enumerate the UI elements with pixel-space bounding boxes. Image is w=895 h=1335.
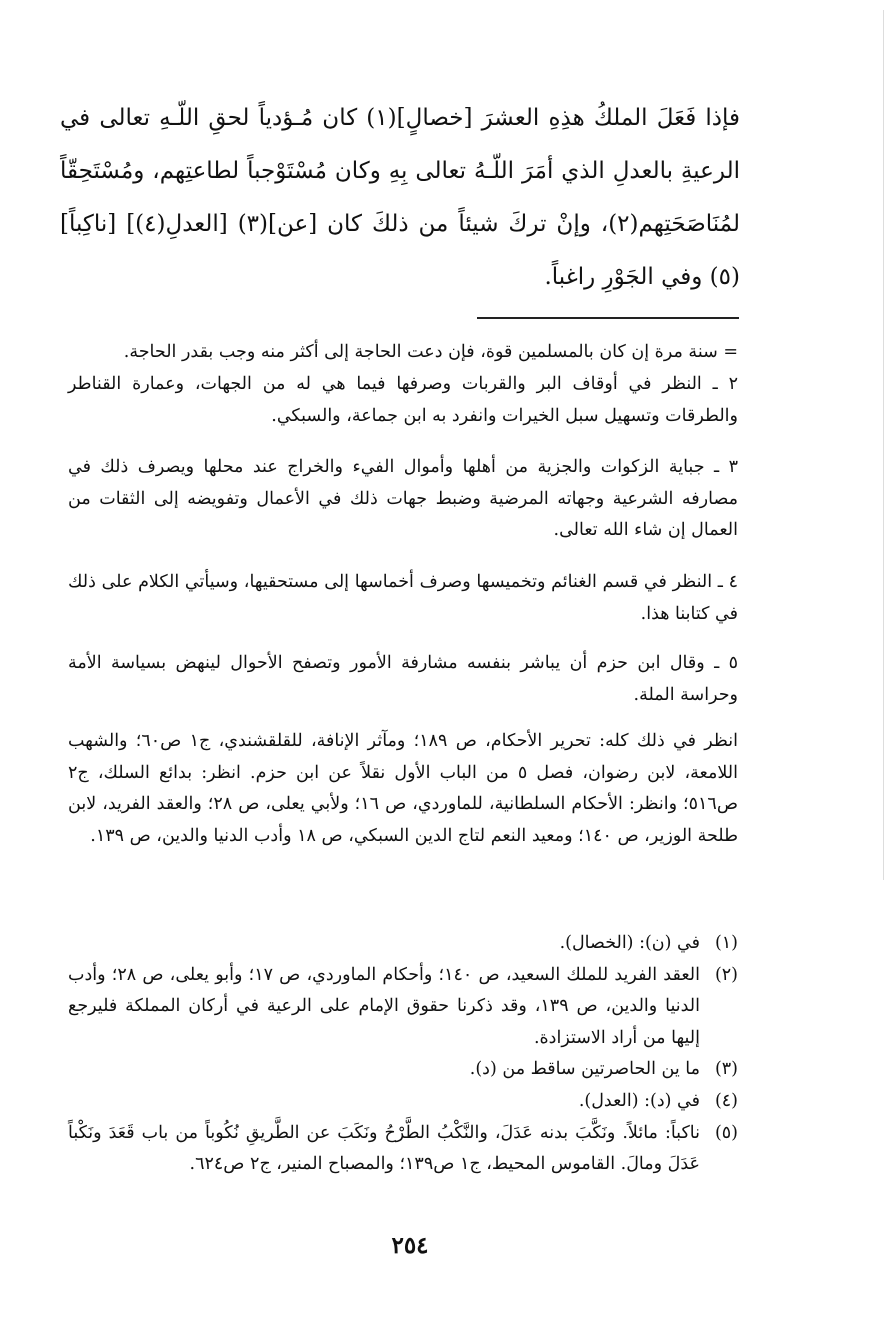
references-paragraph: انظر في ذلك كله: تحرير الأحكام، ص ١٨٩؛ ومآثر الإنافة، للقلقشندي، ج١ ص٦٠؛ والشهب اللامعة، لابن رضوان، فصل ٥ من الباب الأول نقلاً عن ابن حزم. انظر: بدائع السلك، ج٢ ص٥١٦؛ وانظر: الأحكام السلطانية، للماوردي، ص ١٦؛ ولأبي يعلى، ص ٢٨؛ والعقد الفريد، لابن طلحة الوزير، ص ١٤٠؛ ومعيد النعم لتاج الدين السبكي، ص ١٨ وأدب الدنيا والدين، ص ١٣٩.	[68, 731, 738, 846]
footnote-number: (٢)	[714, 964, 738, 985]
footnote-text: ما ين الحاصرتين ساقط من (د).	[469, 1059, 700, 1080]
commentary-item: ٥ ـ وقال ابن حزم أن يباشر بنفسه مشارفة الأمور وتصفح الأحوال لينهض بسياسة الأمة وحراسة الملة.	[68, 653, 738, 705]
footnote	[68, 1086, 738, 1118]
footnote	[68, 1054, 738, 1086]
commentary-item: ٢ ـ النظر في أوقاف البر والقربات وصرفها فيما هي له من الجهات، وعمارة القناطر والطرقات وتسهيل سبل الخيرات وانفرد به ابن جماعة، والسبكي.	[68, 374, 738, 426]
commentary-item: ٣ ـ جباية الزكوات والجزية من أهلها وأموال الفيء والخراج عند محلها ويصرف ذلك في مصارفه الشرعية وجهاته المرضية وضبط جهات ذلك في الأعمال وتفويضه إلى الثقات من العمال إن شاء الله تعالى.	[68, 457, 738, 541]
page-number: ٢٥٤	[391, 1232, 429, 1259]
commentary-line: = سنة مرة إن كان بالمسلمين قوة، فإن دعت الحاجة إلى أكثر منه وجب بقدر الحاجة.	[123, 342, 738, 362]
footnote	[68, 1118, 738, 1181]
main-text-block	[60, 92, 740, 304]
footnote	[68, 960, 738, 1055]
main-paragraph: فإذا فَعَلَ الملكُ هذِهِ العشرَ [خصالٍ](١) كان مُـؤدياً لحقِ اللّـهِ تعالى في الرعيةِ بالعدلِ الذي أمَرَ اللّـهُ تعالى بِهِ وكان مُسْتَوْجباً لطاعتِهم، ومُسْتَحِقّاً لمُنَاصَحَتِهم(٢)، وإنْ تركَ شيئاً من ذلكَ كان [عن](٣) [العدلِ(٤)] [ناكِباً](٥) وفي الجَوْرِ راغباً.	[60, 105, 741, 290]
footnote-number: (٥)	[714, 1122, 738, 1143]
footnote-text: العقد الفريد للملك السعيد، ص ١٤٠؛ وأحكام الماوردي، ص ١٧؛ وأبو يعلى، ص ٢٨؛ وأدب الدنيا والدين، ص ١٣٩، وقد ذكرنا حقوق الإمام على الرعية في أركان المملكة فليرجع إليها من أراد الاستزادة.	[68, 964, 700, 1048]
footnote-text: في (ن): (الخصال).	[559, 933, 700, 953]
footnote	[68, 928, 738, 960]
footnote-text: ناكباً: مائلاً. ونَكَّبَ بدنه عَدَلَ، والنَّكْبُ الطَّرْحُ ونَكَبَ عن الطَّريقِ نُكُوباً من باب قَعَدَ ونَكْباً عَدَلَ ومالَ. القاموس المحيط، ج١ ص١٣٩؛ والمصباح المنير، ج٢ ص٦٢٤.	[68, 1122, 700, 1175]
footnotes	[68, 928, 738, 1181]
footnote-number: (١)	[714, 933, 738, 953]
footnote-number: (٤)	[714, 1090, 738, 1111]
footnote-text: في (د): (العدل).	[578, 1090, 700, 1111]
footnote-separator	[477, 317, 739, 319]
footnote-number: (٣)	[714, 1059, 738, 1080]
commentary-item: ٤ ـ النظر في قسم الغنائم وتخميسها وصرف أخماسها إلى مستحقيها، وسيأتي الكلام على ذلك في كتابنا هذا.	[68, 572, 738, 624]
scan-edge	[883, 10, 884, 880]
